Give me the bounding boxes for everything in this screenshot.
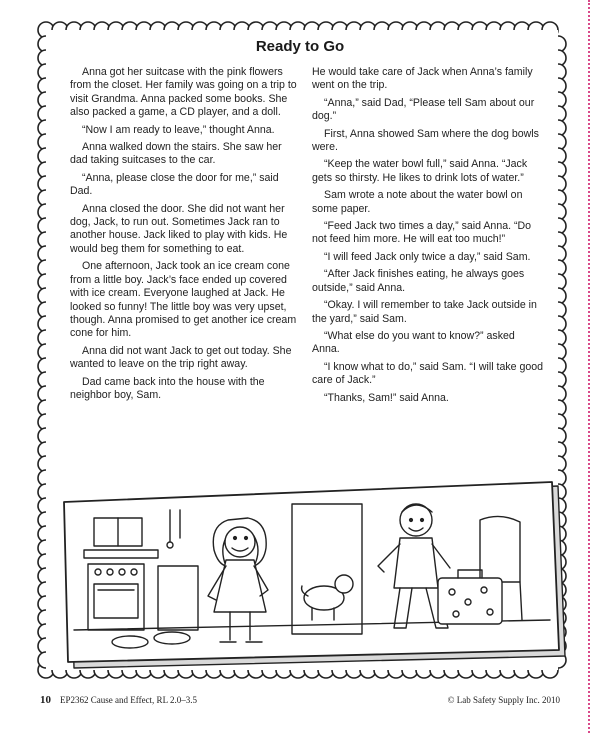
story-illustration — [60, 480, 570, 670]
story-title: Ready to Go — [255, 38, 345, 55]
paragraph: “Keep the water bowl full,” said Anna. “Jack gets so thirsty. He likes to drink lots of water.” — [312, 158, 528, 184]
paragraph: One afternoon, Jack took an ice cream cone from a little boy. Jack’s face ended up covered with ice cream. Everyone laughed at Jack. He looked so funny! The little boy was very upset, though. Anna promised to get another ice cream cone for him. — [70, 260, 297, 340]
paragraph: “Anna, please close the door for me,” said Dad. — [70, 171, 279, 198]
paragraph: “Okay. I will remember to take Jack outside in the yard,” said Sam. — [312, 299, 537, 325]
paragraph: “Now I am ready to leave,” thought Anna. — [82, 123, 275, 136]
product-code: EP2362 Cause and Effect, RL 2.0–3.5 — [60, 695, 197, 705]
paragraph: “Thanks, Sam!” said Anna. — [324, 391, 449, 404]
page-number: 10 — [40, 694, 51, 706]
copyright: © Lab Safety Supply Inc. 2010 — [447, 695, 560, 705]
paragraph: Anna got her suitcase with the pink flowers from the closet. Her family was going on a trip to visit Grandma. Anna packed some books. She also packed a game, a CD player, and a doll. — [70, 66, 297, 119]
paragraph: Anna walked down the stairs. She saw her dad taking suitcases to the car. — [70, 141, 282, 167]
paragraph: First, Anna showed Sam where the dog bowls were. — [312, 127, 539, 154]
paragraph: “What else do you want to know?” asked Anna. — [312, 329, 515, 356]
paragraph: Anna did not want Jack to get out today. She wanted to leave on the trip right away. — [70, 344, 292, 371]
paragraph: “Feed Jack two times a day,” said Anna. “Do not feed him more. He will eat too much!” — [312, 220, 532, 246]
paragraph: Anna closed the door. She did not want her dog, Jack, to run out. Sometimes Jack ran to another house. Jack liked to play with kids. He would beg them for something to eat. — [70, 202, 288, 255]
suitcase-icon — [438, 570, 502, 624]
paragraph: “Anna,” said Dad, “Please tell Sam about our dog.” — [312, 96, 535, 123]
paragraph: Sam wrote a note about the water bowl on some paper. — [312, 189, 523, 215]
paragraph: “After Jack finishes eating, he always goes outside,” said Anna. — [312, 268, 525, 294]
paragraph: “I will feed Jack only twice a day,” said Sam. — [324, 250, 531, 263]
page-footer — [0, 694, 600, 708]
paragraph: “I know what to do,” said Sam. “I will take good care of Jack.” — [312, 360, 544, 387]
left-column — [70, 66, 302, 406]
right-column — [312, 66, 544, 409]
paragraph-continuation: He would take care of Jack when Anna’s family went on the trip. — [312, 66, 533, 92]
perforation-line — [588, 0, 590, 733]
paragraph: Dad came back into the house with the neighbor boy, Sam. — [70, 375, 265, 401]
